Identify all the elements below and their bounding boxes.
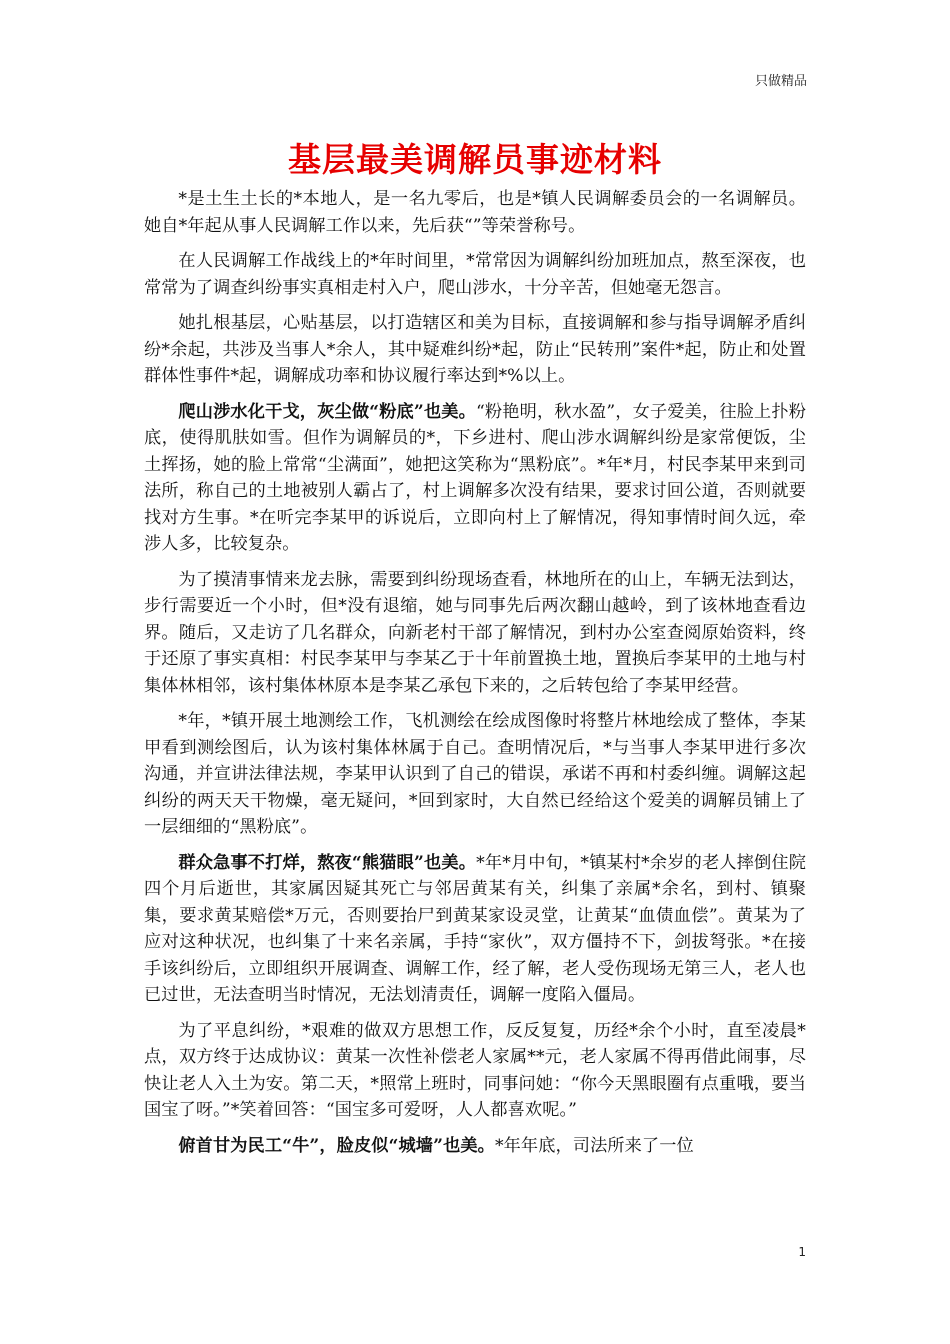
paragraph bbox=[144, 1133, 806, 1160]
paragraph-lead: 俯首甘为民工“牛”，脸皮似“城墙”也美。 bbox=[178, 1135, 495, 1156]
paragraph bbox=[144, 310, 806, 390]
paragraph-text: “粉艳明，秋水盈”，女子爱美，往脸上扑粉底，使得肌肤如雪。但作为调解员的*，下乡进村、爬山涉水调解纠纷是家常便饭，尘土挥扬，她的脸上常常“尘满面”，她把这笑称为“黑粉底”。*年*月，村民李某甲来到司法所，称自己的土地被别人霸占了，村上调解多次没有结果，要求讨回公道，否则就要找对方生事。*在听完李某甲的诉说后，立即向村上了解情况，得知事情时间久远，牵涉人多，比较复杂。 bbox=[144, 401, 807, 554]
paragraph bbox=[144, 248, 806, 301]
paragraph bbox=[144, 399, 806, 558]
paragraph-text: *年，*镇开展土地测绘工作，飞机测绘在绘成图像时将整片林地绘成了整体，李某甲看到测绘图后，认为该村集体林属于自己。查明情况后，*与当事人李某甲进行多次沟通，并宣讲法律法规，李某甲认识到了自己的错误，承诺不再和村委纠缠。调解这起纠纷的两天天干物燥，毫无疑问，*回到家时，大自然已经给这个爱美的调解员铺上了一层细细的“黑粉底”。 bbox=[144, 711, 806, 837]
paragraph-text: 在人民调解工作战线上的*年时间里，*常常因为调解纠纷加班加点，熬至深夜，也常常为了调查纠纷事实真相走村入户，爬山涉水，十分辛苦，但她毫无怨言。 bbox=[144, 251, 806, 298]
document-title: 基层最美调解员事迹材料 bbox=[288, 140, 662, 179]
paragraph-text: 为了平息纠纷，*艰难的做双方思想工作，反反复复，历经*余个小时，直至凌晨*点，双方终于达成协议：黄某一次性补偿老人家属**元，老人家属不得再借此闹事，尽快让老人入土为安。第二天，*照常上班时，同事问她：“你今天黑眼圈有点重哦，要当国宝了呀。”*笑着回答：“国宝多可爱呀，人人都喜欢呢。” bbox=[144, 1020, 806, 1120]
paragraph-text: *年*月中旬，*镇某村*余岁的老人摔倒住院四个月后逝世，其家属因疑其死亡与邻居黄某有关，纠集了亲属*余名，到村、镇聚集，要求黄某赔偿*万元，否则要抬尸到黄某家设灵堂，让黄某“血债血偿”。黄某为了应对这种状况，也纠集了十来名亲属，手持“家伙”，双方僵持不下，剑拔弩张。*在接手该纠纷后，立即组织开展调查、调解工作，经了解，老人受伤现场无第三人，老人也已过世，无法查明当时情况，无法划清责任，调解一度陷入僵局。 bbox=[144, 852, 806, 1005]
paragraph-text: 为了摸清事情来龙去脉，需要到纠纷现场查看，林地所在的山上，车辆无法到达，步行需要近一个小时，但*没有退缩，她与同事先后两次翻山越岭，到了该林地查看边界。随后，又走访了几名群众，向新老村干部了解情况，到村办公室查阅原始资料，终于还原了事实真相：村民李某甲与李某乙于十年前置换土地，置换后李某甲的土地与村集体林相邻，该村集体林原本是李某乙承包下来的，之后转包给了李某甲经营。 bbox=[144, 569, 806, 696]
paragraph-lead: 群众急事不打烊，熬夜“熊猫眼”也美。 bbox=[178, 852, 477, 873]
paragraph-lead: 爬山涉水化干戈，灰尘做“粉底”也美。 bbox=[178, 401, 476, 422]
paragraph-text: *年年底，司法所来了一位 bbox=[494, 1135, 694, 1156]
paragraph bbox=[144, 186, 806, 239]
paragraph bbox=[144, 708, 806, 841]
paragraph-text: 她扎根基层，心贴基层，以打造辖区和美为目标，直接调解和参与指导调解矛盾纠纷*余起，共涉及当事人*余人，其中疑难纠纷*起，防止“民转刑”案件*起，防止和处置群体性事件*起，调解成功率和协议履行率达到*%以上。 bbox=[144, 313, 806, 386]
paragraph-text: *是土生土长的*本地人，是一名九零后，也是*镇人民调解委员会的一名调解员。她自*年起从事人民调解工作以来，先后获“”等荣誉称号。 bbox=[144, 189, 806, 236]
paragraph bbox=[144, 850, 806, 1009]
page-number: 1 bbox=[798, 1245, 806, 1259]
header-note: 只做精品 bbox=[754, 74, 807, 89]
paragraph bbox=[144, 1018, 806, 1124]
paragraph bbox=[144, 567, 806, 700]
document-body bbox=[144, 186, 806, 1168]
